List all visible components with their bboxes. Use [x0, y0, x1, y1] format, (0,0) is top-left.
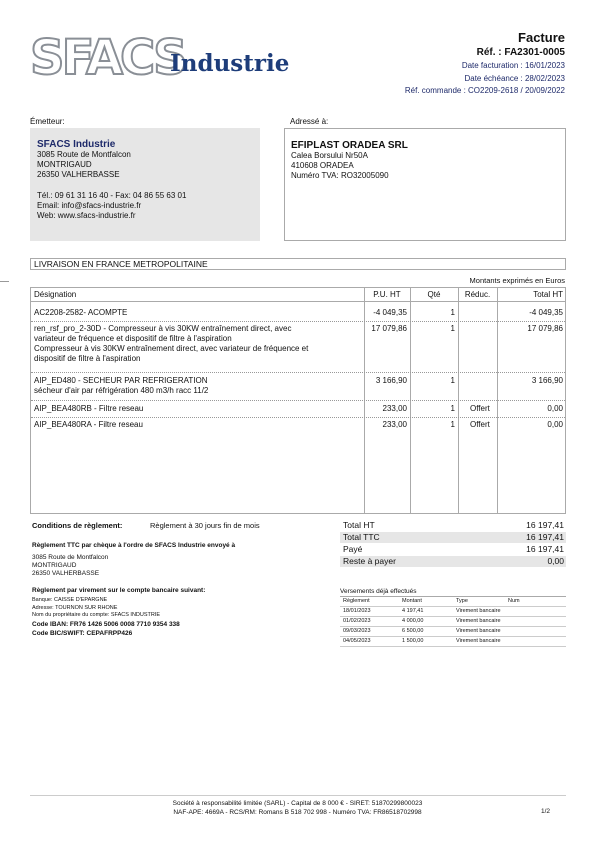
- payment-date: 09/03/2023: [343, 628, 371, 634]
- item-description-line: dispositif de filtre à l'aspiration: [34, 354, 141, 363]
- header-designation: Désignation: [34, 290, 77, 299]
- item-quantity: 1: [450, 404, 455, 413]
- header-quantity: Qté: [427, 290, 441, 299]
- emetteur-box: [30, 128, 260, 241]
- item-unit-price: -4 049,35: [373, 308, 407, 317]
- payment-type: Virement bancaire: [456, 618, 501, 624]
- footer-line: NAF-APE: 4669A - RCS/RM: Romans B 518 702 998 - Numéro TVA: FR86518702998: [173, 809, 422, 816]
- total-ttc-row: [340, 532, 566, 543]
- cheque-address-line: 3085 Route de Montfalcon: [32, 554, 109, 561]
- payment-date: 18/01/2023: [343, 608, 371, 614]
- emetteur-phone: Tél.: 09 61 31 16 40 - Fax: 04 86 55 63 01: [37, 190, 187, 200]
- item-discount: Offert: [470, 404, 490, 413]
- item-quantity: 1: [450, 420, 455, 429]
- legal-footer: [0, 799, 595, 817]
- transfer-payment-title: Règlement par virement sur le compte bancaire suivant:: [32, 587, 206, 594]
- payment-amount: 4 000,00: [402, 618, 424, 624]
- item-unit-price: 17 079,86: [371, 324, 407, 333]
- delivery-note: LIVRAISON EN FRANCE METROPOLITAINE: [30, 258, 566, 270]
- total-value: 0,00: [547, 556, 564, 566]
- fold-mark: [0, 281, 9, 282]
- item-description: [34, 324, 360, 364]
- emetteur-name: SFACS Industrie: [37, 139, 116, 150]
- due-date: Date échéance : 28/02/2023: [464, 73, 565, 83]
- client-vat: Numéro TVA: RO32005090: [291, 171, 389, 181]
- cheque-payment-title: Règlement TTC par chèque à l'ordre de SFACS Industrie envoyé à: [32, 542, 236, 549]
- row-separator: [31, 372, 565, 373]
- adresse-label: Adressé à:: [290, 117, 329, 126]
- payment-amount: 1 500,00: [402, 638, 424, 644]
- payment-amount: 4 197,41: [402, 608, 424, 614]
- bank-address: Adresse: TOURNON SUR RHONE: [32, 604, 118, 611]
- logo-sfacs-text: SFACS: [30, 30, 185, 86]
- payment-type: Virement bancaire: [456, 628, 501, 634]
- row-separator: [31, 417, 565, 418]
- item-description-line: variateur de fréquence et dispositif de filtre à l'aspiration: [34, 334, 232, 343]
- item-total: 17 079,86: [527, 324, 563, 333]
- header-total: Total HT: [533, 290, 563, 299]
- item-unit-price: 233,00: [382, 420, 407, 429]
- payments-header: Num: [508, 598, 520, 604]
- payment-terms-label: Conditions de règlement:: [32, 521, 123, 530]
- invoice-date: Date facturation : 16/01/2023: [461, 61, 565, 70]
- payment-date: 01/02/2023: [343, 618, 371, 624]
- payment-type: Virement bancaire: [456, 638, 501, 644]
- client-address-line: Calea Borsului Nr50A: [291, 151, 368, 160]
- item-quantity: 1: [450, 324, 455, 333]
- remaining-row: [340, 556, 566, 567]
- row-separator: [31, 400, 565, 401]
- payment-amount: 6 500,00: [402, 628, 424, 634]
- footer-line: Société à responsabilité limitée (SARL) - Capital de 8 000 € - SIRET: 51870299800023: [172, 800, 423, 807]
- payment-row: [340, 637, 566, 647]
- total-value: 16 197,41: [526, 544, 564, 554]
- payments-header: Montant: [402, 598, 422, 604]
- item-total: 0,00: [547, 420, 563, 429]
- item-quantity: 1: [450, 308, 455, 317]
- currency-note: Montants exprimés en Euros: [469, 276, 565, 285]
- item-description-line: ren_rsf_pro_2-30D - Compresseur à vis 30KW entraînement direct, avec: [34, 324, 292, 333]
- total-label: Total TTC: [343, 532, 380, 542]
- invoice-header: [325, 30, 565, 95]
- payment-terms-value: Règlement à 30 jours fin de mois: [150, 521, 260, 530]
- document-type: Facture: [518, 30, 565, 45]
- payment-type: Virement bancaire: [456, 608, 501, 614]
- emetteur-email: Email: info@sfacs-industrie.fr: [37, 200, 142, 210]
- header-unit-price: P.U. HT: [373, 290, 401, 299]
- item-description: [34, 376, 208, 396]
- header-discount: Réduc.: [464, 290, 491, 299]
- invoice-ref: Réf. : FA2301-0005: [476, 47, 565, 58]
- payments-header: Règlement: [343, 598, 370, 604]
- payment-row: [340, 607, 566, 617]
- payment-row: [340, 617, 566, 627]
- client-name: EFIPLAST ORADEA SRL: [291, 140, 408, 151]
- cheque-address: [32, 554, 108, 577]
- item-total: 3 166,90: [531, 376, 563, 385]
- company-logo: [30, 32, 290, 84]
- total-label: Reste à payer: [343, 556, 396, 566]
- item-description: AC2208-2582- ACOMPTE: [34, 308, 128, 317]
- emetteur-label: Émetteur:: [30, 117, 65, 126]
- payment-date: 04/05/2023: [343, 638, 371, 644]
- paid-row: [340, 544, 566, 555]
- payments-title: Versements déjà effectués: [340, 588, 566, 597]
- total-label: Total HT: [343, 520, 375, 530]
- payments-header-row: [340, 597, 566, 607]
- payment-row: [340, 627, 566, 637]
- row-separator: [31, 321, 565, 322]
- item-description-line: AIP_ED480 - SECHEUR PAR REFRIGERATION: [34, 376, 208, 385]
- total-value: 16 197,41: [526, 532, 564, 542]
- item-unit-price: 233,00: [382, 404, 407, 413]
- adresse-box: [284, 128, 566, 241]
- cheque-address-line: MONTRIGAUD: [32, 561, 77, 569]
- item-unit-price: 3 166,90: [375, 376, 407, 385]
- item-total: -4 049,35: [529, 308, 563, 317]
- account-owner: Nom du propriétaire du compte: SFACS INDUSTRIE: [32, 612, 161, 618]
- emetteur-web: Web: www.sfacs-industrie.fr: [37, 211, 136, 221]
- order-ref: Réf. commande : CO2209-2618 / 20/09/2022: [404, 86, 565, 95]
- bank-name: Banque: CAISSE D'EPARGNE: [32, 597, 108, 603]
- payments-table: [340, 588, 566, 647]
- bic-swift: Code BIC/SWIFT: CEPAFRPP426: [32, 630, 133, 637]
- emetteur-address-line: 3085 Route de Montfalcon: [37, 150, 131, 159]
- page-number: 1/2: [540, 808, 550, 815]
- item-total: 0,00: [547, 404, 563, 413]
- emetteur-address-line: MONTRIGAUD: [37, 160, 92, 170]
- item-quantity: 1: [450, 376, 455, 385]
- item-description-line: sécheur d'air par réfrigération 480 m3/h racc 11/2: [34, 386, 209, 395]
- total-ht-row: [340, 520, 566, 531]
- item-discount: Offert: [470, 420, 490, 429]
- items-table: [30, 287, 566, 514]
- logo-industrie-text: Industrie: [170, 50, 290, 77]
- client-address-line: 410608 ORADEA: [291, 161, 354, 171]
- payments-header: Type: [456, 598, 468, 604]
- item-description: AIP_BEA480RA - Filtre reseau: [34, 420, 143, 429]
- cheque-address-line: 26350 VALHERBASSE: [32, 569, 100, 577]
- emetteur-address-line: 26350 VALHERBASSE: [37, 170, 120, 180]
- total-label: Payé: [343, 544, 363, 554]
- item-description-line: Compresseur à vis 30KW entraînement direct, avec variateur de fréquence et: [34, 344, 309, 353]
- total-value: 16 197,41: [526, 520, 564, 530]
- iban: Code IBAN: FR76 1426 5006 0008 7710 9354 338: [32, 621, 180, 628]
- bank-details: [32, 597, 160, 620]
- item-description: AIP_BEA480RB - Filtre reseau: [34, 404, 144, 413]
- footer-divider: [30, 795, 566, 796]
